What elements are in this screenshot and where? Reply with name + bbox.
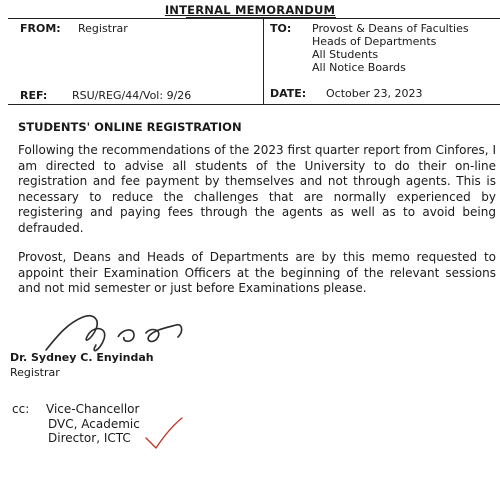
cc-recipient: DVC, Academic	[48, 416, 140, 431]
body-paragraph-1: Following the recommendations of the 2023 first quarter report from Cinfores, I am directed to advise all students of the University to do their on-line registration and fee payment by themselves and not through agents. This is necessary to reduce the challenges that are normally experienced by registering and paying fees through the agents as well as to avoid being defrauded.	[18, 143, 496, 235]
signatory-title: Registrar	[10, 366, 60, 379]
header-top-rule	[8, 18, 500, 19]
to-recipients	[312, 22, 469, 74]
check-mark-icon	[142, 416, 186, 452]
to-recipient: All Notice Boards	[312, 61, 406, 74]
memo-subject: STUDENTS' ONLINE REGISTRATION	[18, 120, 242, 134]
to-label: TO:	[270, 22, 292, 35]
to-recipient: All Students	[312, 48, 379, 61]
memo-title: INTERNAL MEMORANDUM	[164, 3, 336, 17]
ref-label: REF:	[20, 89, 48, 102]
from-label: FROM:	[20, 22, 61, 35]
to-recipient: Heads of Departments	[312, 35, 437, 48]
ref-value: RSU/REG/44/Vol: 9/26	[72, 89, 192, 102]
header-bottom-rule	[8, 104, 500, 105]
body-paragraph-2: Provost, Deans and Heads of Departments are by this memo requested to appoint their Examination Officers at the beginning of the relevant sessions and not mid semester or just before Examinations please.	[18, 250, 496, 296]
date-value: October 23, 2023	[326, 87, 423, 100]
header-divider	[263, 18, 264, 104]
cc-recipient: Director, ICTC	[48, 431, 131, 445]
cc-label: cc:	[12, 402, 30, 416]
to-recipient: Provost & Deans of Faculties	[312, 22, 469, 35]
from-value: Registrar	[78, 22, 128, 35]
signatory-name: Dr. Sydney C. Enyindah	[10, 351, 154, 364]
cc-list	[46, 402, 140, 446]
date-label: DATE:	[270, 87, 307, 100]
cc-recipient: Vice-Chancellor	[46, 402, 140, 416]
